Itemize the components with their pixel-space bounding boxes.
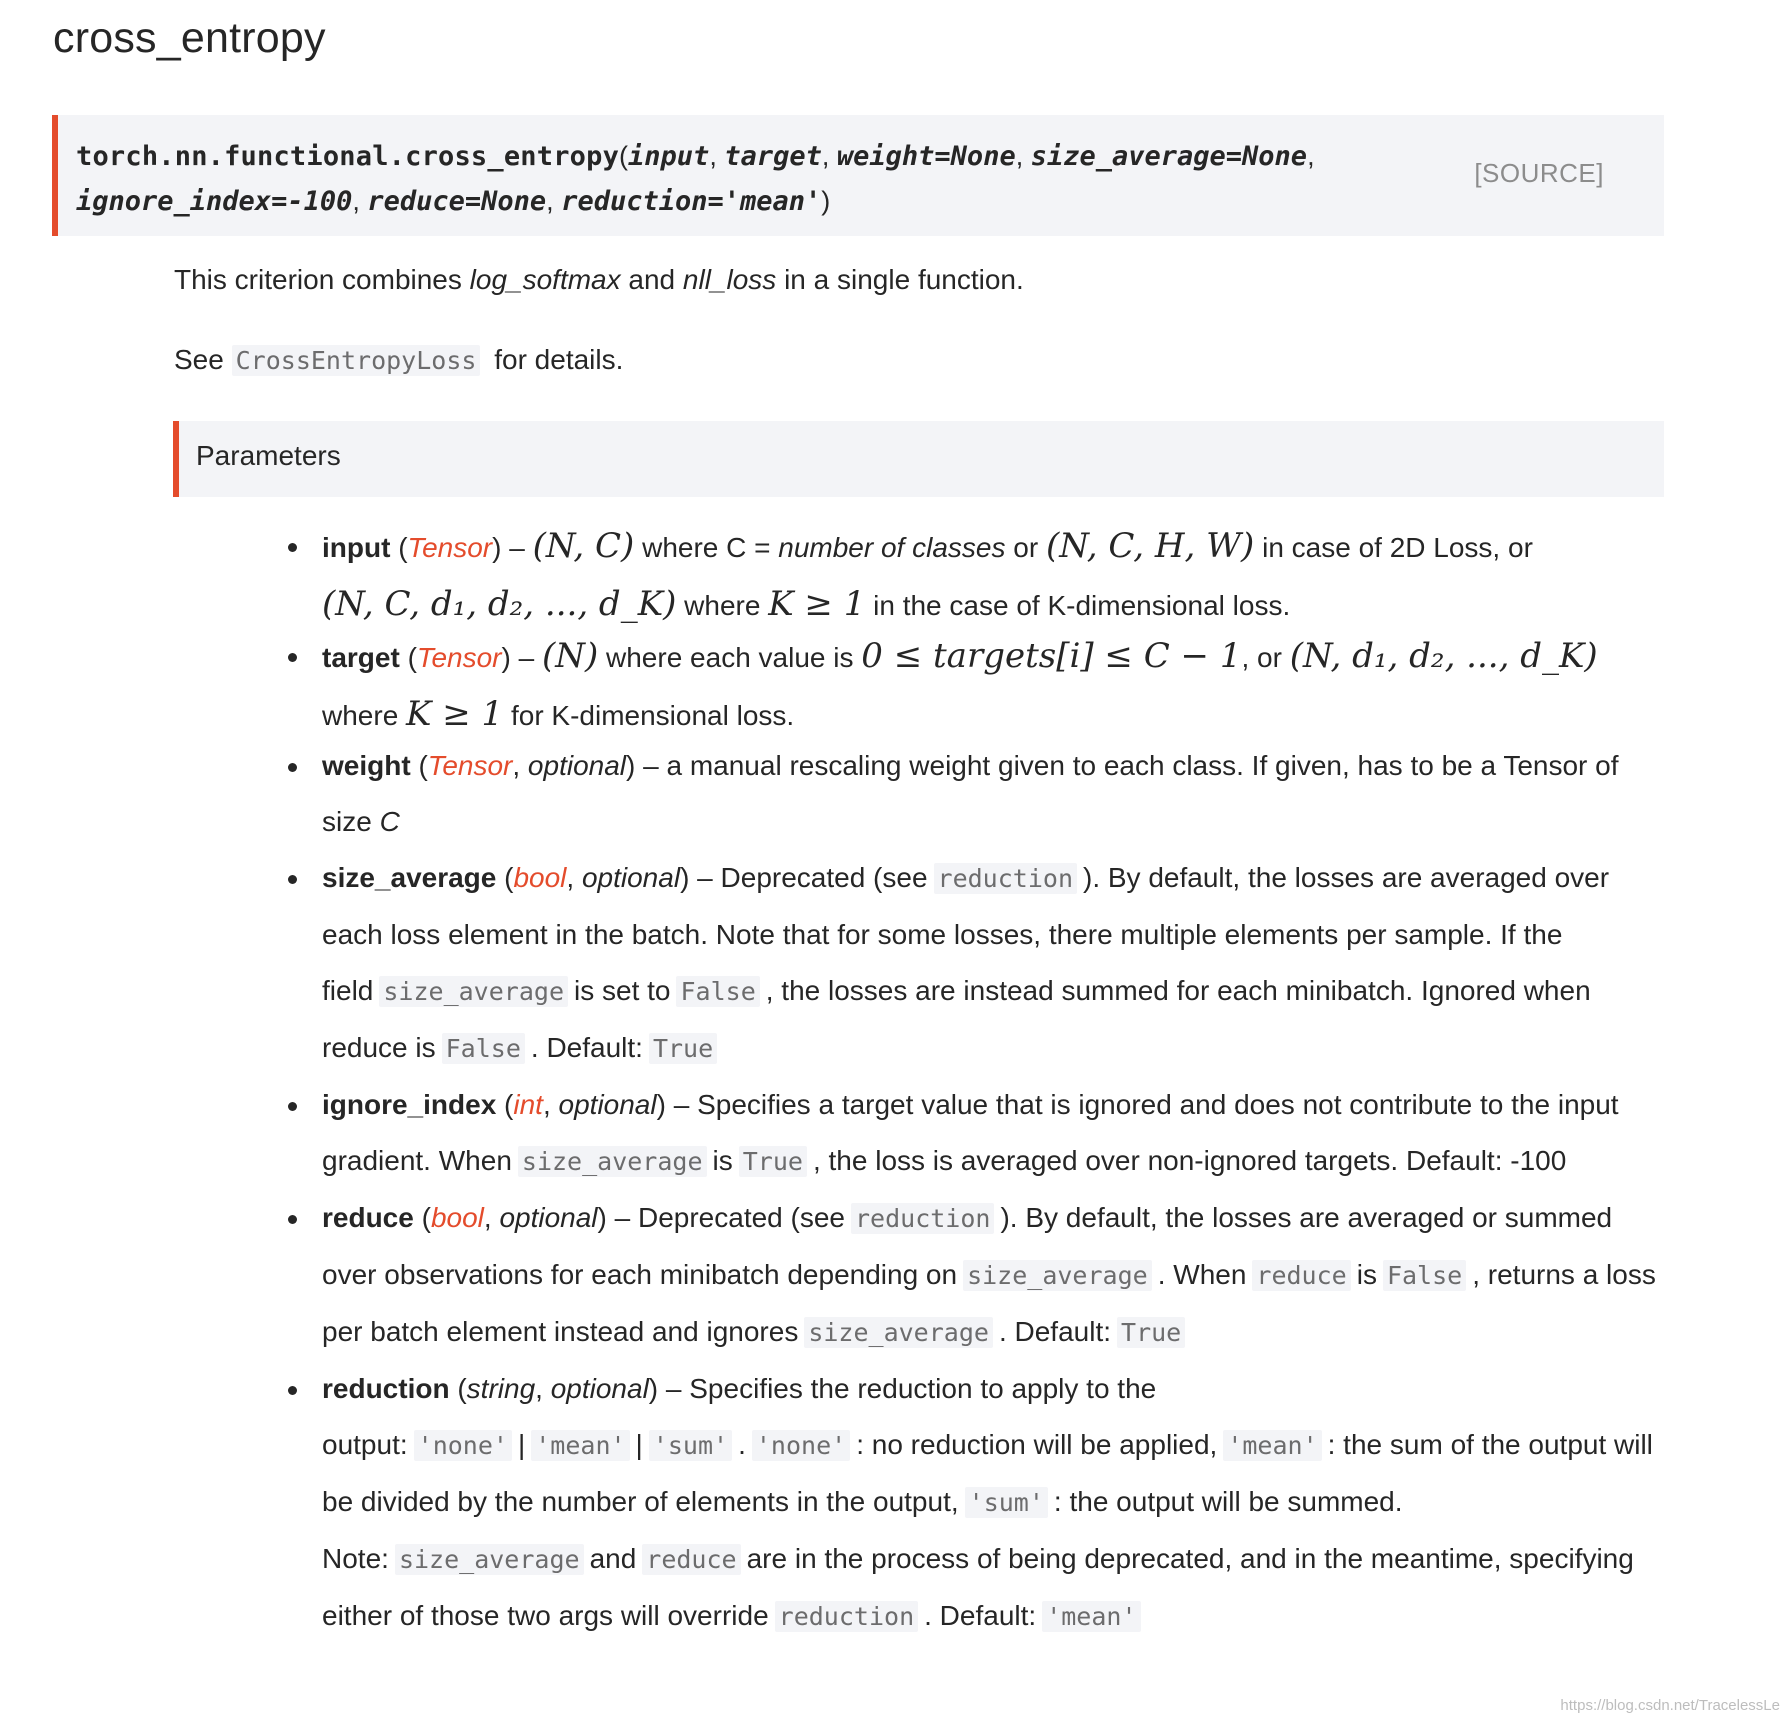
- source-link[interactable]: [SOURCE]: [1474, 158, 1604, 188]
- arg-ignore-index: ignore_index=-100: [76, 186, 353, 217]
- intro-paragraph: This criterion combines log_softmax and nll_loss in a single function.: [174, 264, 1024, 295]
- watermark: https://blog.csdn.net/TracelessLe: [1560, 1697, 1780, 1714]
- arg-target: target: [724, 141, 822, 172]
- signature-text: torch.nn.functional.cross_entropy(input, target, weight=None, size_average=None, ignore_index=-100, reduce=None, reduction='mean'): [76, 141, 1315, 217]
- nll-loss-ref: nll_loss: [682, 264, 777, 295]
- tensor-link[interactable]: Tensor: [416, 642, 502, 673]
- bool-link[interactable]: bool: [430, 1202, 484, 1233]
- param-input: input (Tensor) – (N, C) where C = number of classes or (N, C, H, W) in case of 2D Loss, or (N, C, d₁, d₂, ..., d_K) where K ≥ 1 in the case of K-dimensional loss.: [322, 518, 1667, 634]
- crossentropyloss-link[interactable]: CrossEntropyLoss: [232, 345, 481, 376]
- arg-size-average: size_average=None: [1030, 141, 1308, 172]
- param-reduction: reduction (string, optional) – Specifies the reduction to apply to the output: 'none' | 'mean' | 'sum' . 'none' : no reduction will be applied, 'mean' : the sum of the output will be divided by the number of elements in the output, 'sum' : the output will be summed. Note: size_average and reduce are in the process of being deprecated, and in the meantime, specifying either of those two args will override reduction . Default: 'mean': [322, 1361, 1667, 1645]
- arg-weight: weight=None: [836, 141, 1016, 172]
- function-name: torch.nn.functional.cross_entropy: [76, 141, 620, 172]
- arg-input: input: [628, 141, 710, 172]
- parameters-label: Parameters: [196, 440, 341, 471]
- int-link[interactable]: int: [513, 1089, 543, 1120]
- log-softmax-ref: log_softmax: [469, 264, 621, 295]
- bool-link[interactable]: bool: [513, 862, 567, 893]
- param-weight: weight (Tensor, optional) – a manual rescaling weight given to each class. If given, has to be a Tensor of size C: [322, 738, 1667, 850]
- param-ignore-index: ignore_index (int, optional) – Specifies a target value that is ignored and does not contribute to the input gradient. When size_average is True , the loss is averaged over non-ignored targets. Default: -100: [322, 1077, 1667, 1190]
- arg-reduction: reduction='mean': [561, 186, 822, 217]
- parameter-list: [322, 518, 1667, 1645]
- param-size-average: size_average (bool, optional) – Deprecated (see reduction ). By default, the losses are averaged over each loss element in the batch. Note that for some losses, there multiple elements per sample. If the field size_average is set to False , the losses are instead summed for each minibatch. Ignored when reduce is False . Default: True: [322, 850, 1667, 1077]
- tensor-link[interactable]: Tensor: [427, 750, 513, 781]
- page-title: cross_entropy: [53, 14, 326, 62]
- tensor-link[interactable]: Tensor: [407, 532, 493, 563]
- function-signature: [52, 115, 1664, 236]
- param-target: target (Tensor) – (N) where each value is 0 ≤ targets[i] ≤ C − 1, or (N, d₁, d₂, ..., d_K) where K ≥ 1 for K-dimensional loss.: [322, 628, 1667, 744]
- param-reduce: reduce (bool, optional) – Deprecated (see reduction ). By default, the losses are averaged or summed over observations for each minibatch depending on size_average . When reduce is False , returns a loss per batch element instead and ignores size_average . Default: True: [322, 1190, 1667, 1361]
- see-also-paragraph: See CrossEntropyLoss for details.: [174, 344, 624, 375]
- arg-reduce: reduce=None: [367, 186, 547, 217]
- parameters-header: [173, 421, 1664, 497]
